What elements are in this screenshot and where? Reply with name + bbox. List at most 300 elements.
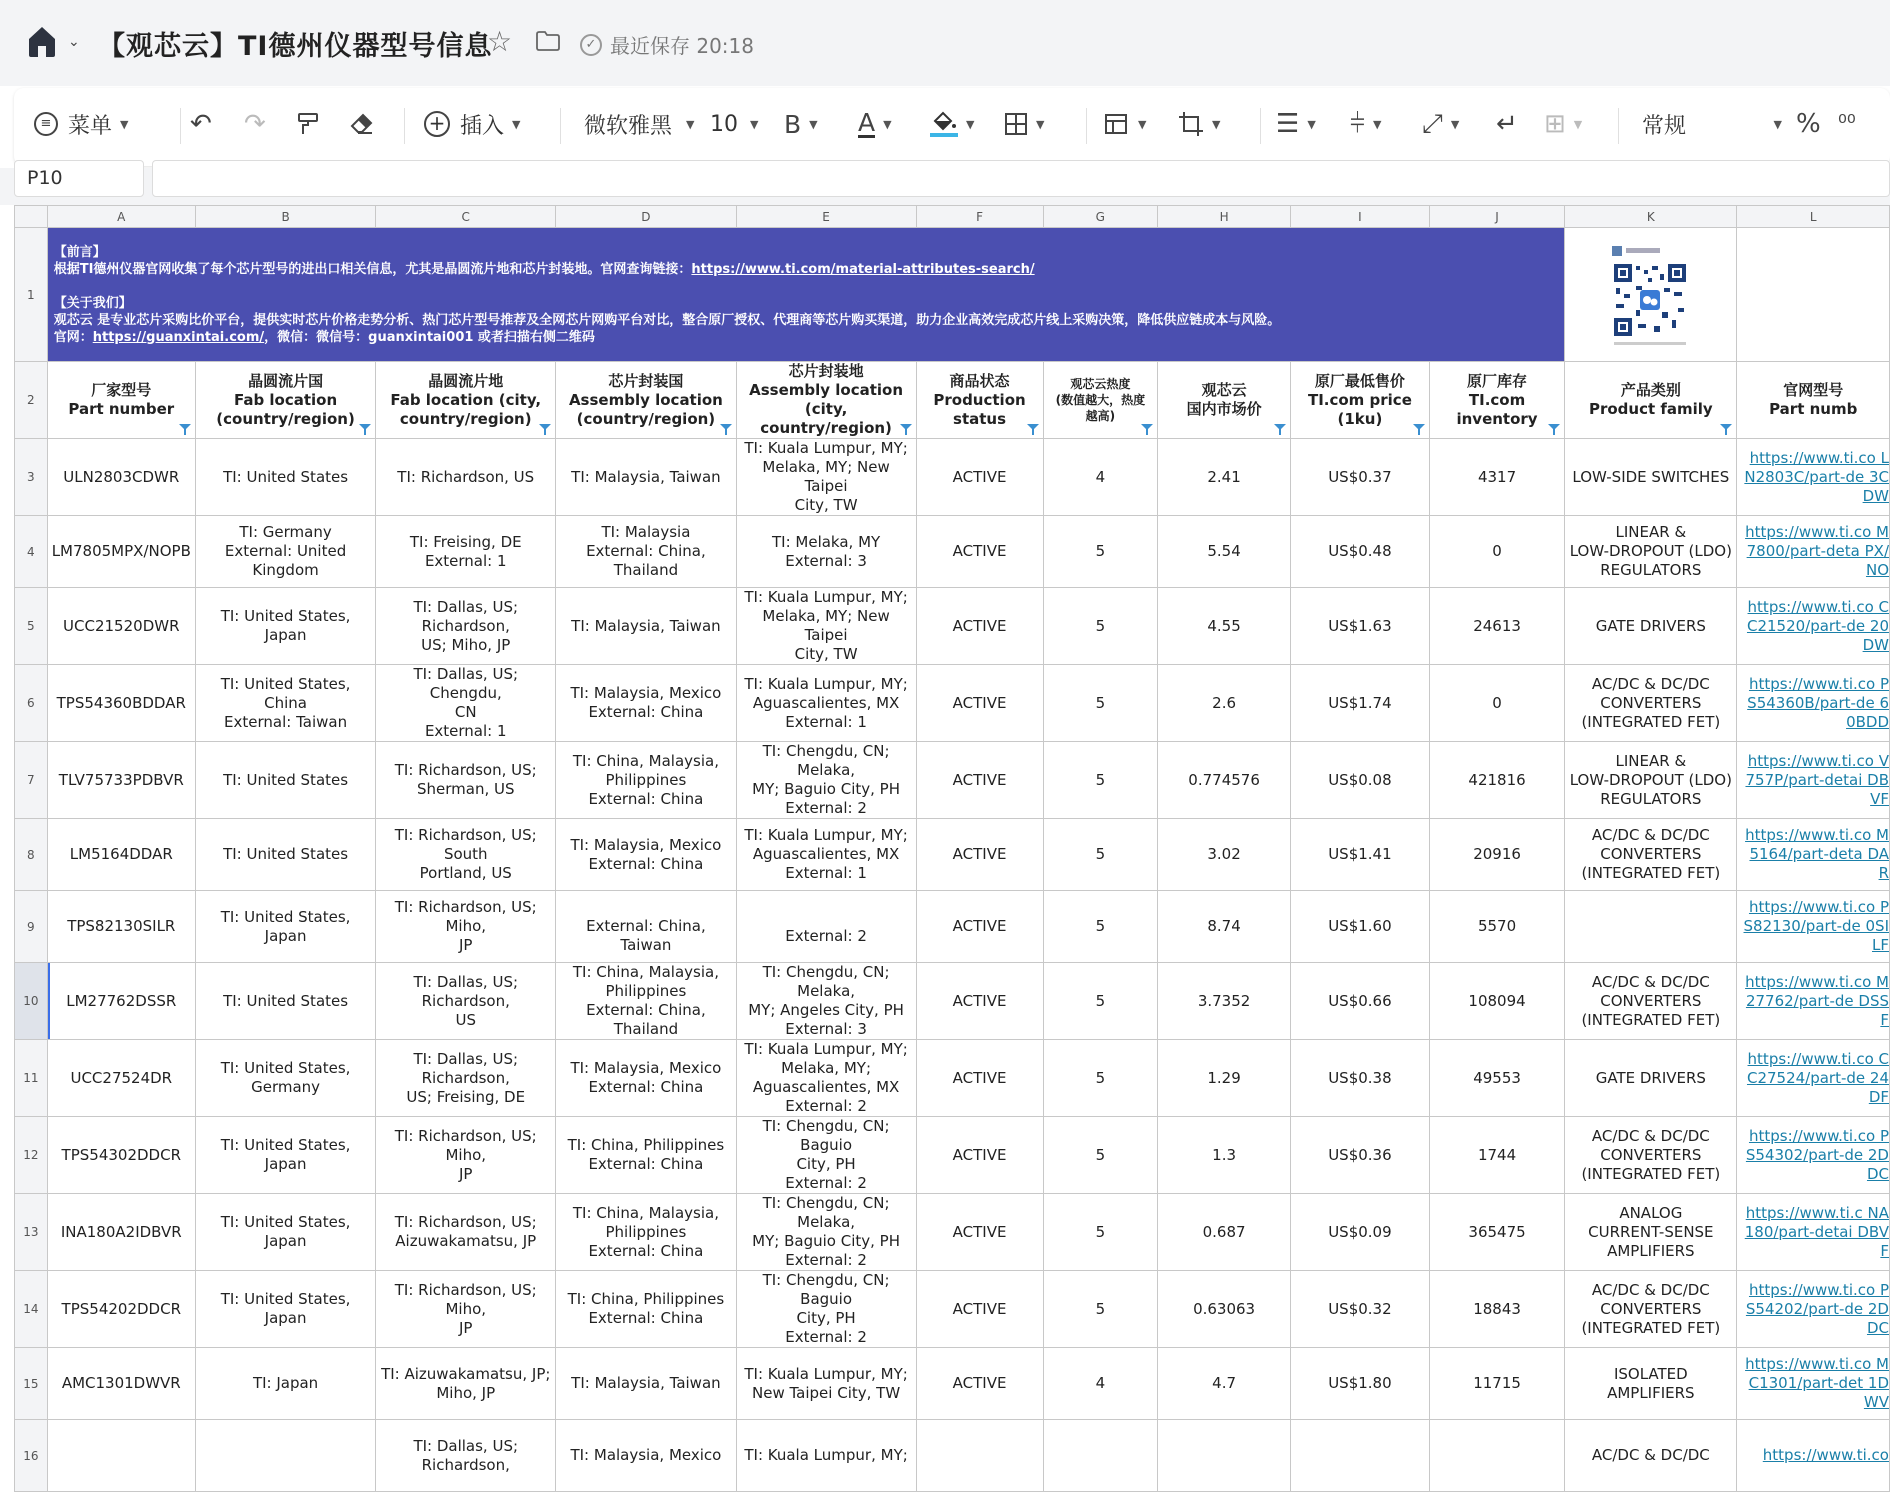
table-cell[interactable]: TI: Dallas, US; Richardson, US; Miho, JP xyxy=(376,588,556,665)
table-cell[interactable]: ACTIVE xyxy=(916,665,1043,742)
column-title-cell[interactable] xyxy=(556,362,736,439)
insert-button[interactable] xyxy=(424,104,520,144)
table-cell[interactable]: 5 xyxy=(1043,1271,1158,1348)
table-cell[interactable]: AC/DC & DC/DC CONVERTERS (INTEGRATED FET) xyxy=(1565,665,1737,742)
part-url-link[interactable]: https://www.ti.co PS54302/part-de 2DDC xyxy=(1737,1117,1890,1194)
site-label: 官网： xyxy=(53,329,93,345)
bold-icon: B xyxy=(784,109,802,139)
font-family-value: 微软雅黑 xyxy=(584,113,673,139)
table-cell[interactable]: TPS82130SILR xyxy=(47,891,195,963)
caret-down-icon: ▼ xyxy=(686,117,695,131)
table-cell[interactable]: INA180A2IDBVR xyxy=(47,1194,195,1271)
column-title-cell[interactable] xyxy=(736,362,916,439)
filter-icon[interactable] xyxy=(1413,424,1425,435)
table-cell[interactable]: TI: United States xyxy=(195,742,375,819)
table-cell[interactable]: TI: Malaysia, Mexico xyxy=(556,1420,736,1492)
table-cell[interactable]: TI: United States, Japan xyxy=(195,1271,375,1348)
table-row xyxy=(15,819,1890,891)
sheet-table xyxy=(14,205,1890,1492)
table-cell[interactable]: TI: Chengdu, CN; Melaka, MY; Angeles City, PH External: 3 xyxy=(736,963,916,1040)
menu-button[interactable] xyxy=(34,104,128,144)
table-cell[interactable]: TI: Richardson, US; Miho, JP xyxy=(376,1117,556,1194)
table-cell[interactable]: TI: Malaysia, Taiwan xyxy=(556,439,736,516)
table-cell[interactable]: 5 xyxy=(1043,1040,1158,1117)
table-cell[interactable]: AC/DC & DC/DC CONVERTERS (INTEGRATED FET) xyxy=(1565,1117,1737,1194)
table-cell[interactable]: TI: Kuala Lumpur, MY; Melaka, MY; Aguascalientes, MX External: 2 xyxy=(736,1040,916,1117)
table-cell[interactable]: 0 xyxy=(1429,665,1564,742)
select-all-corner[interactable] xyxy=(15,206,48,228)
merge-cells-button[interactable] xyxy=(1544,104,1582,144)
table-cell[interactable] xyxy=(47,1420,195,1492)
table-cell[interactable]: ACTIVE xyxy=(916,1194,1043,1271)
table-row xyxy=(15,891,1890,963)
table-cell[interactable]: US$1.41 xyxy=(1291,819,1430,891)
table-cell[interactable]: TI: Richardson, US; Sherman, US xyxy=(376,742,556,819)
column-title-cell[interactable] xyxy=(1429,362,1564,439)
part-url-link[interactable]: https://www.ti.co PS54202/part-de 2DDC xyxy=(1737,1271,1890,1348)
part-url-link[interactable]: https://www.ti.co PS82130/part-de 0SILF xyxy=(1737,891,1890,963)
spreadsheet-grid xyxy=(0,205,1890,1474)
column-header[interactable]: C xyxy=(376,206,556,228)
table-row xyxy=(15,588,1890,665)
table-cell[interactable]: AMC1301DWVR xyxy=(47,1348,195,1420)
table-cell[interactable]: 4.7 xyxy=(1158,1348,1291,1420)
filter-icon[interactable] xyxy=(900,424,912,435)
menu-label: 菜单 xyxy=(68,113,113,139)
table-cell[interactable]: TI: United States, Japan xyxy=(195,588,375,665)
home-icon[interactable] xyxy=(26,24,58,58)
row-header[interactable]: 5 xyxy=(15,588,48,665)
table-cell[interactable]: UCC27524DR xyxy=(47,1040,195,1117)
about-text: 观芯云 是专业芯片采购比价平台，提供实时芯片价格走势分析、热门芯片型号推荐及全网芯片网购平台对比，整合原厂授权、代理商等芯片购买渠道，助力企业高效完成芯片线上采购决策，降低供应链成本与风险。 xyxy=(53,312,1281,328)
qr-code-cell xyxy=(1565,228,1737,362)
row-header[interactable]: 15 xyxy=(15,1348,48,1420)
column-title: 芯片封装国 Assembly location (country/region) xyxy=(568,371,723,428)
table-cell[interactable]: 1744 xyxy=(1429,1117,1564,1194)
table-cell[interactable]: TI: United States, China External: Taiwan xyxy=(195,665,375,742)
table-cell[interactable]: ACTIVE xyxy=(916,1271,1043,1348)
table-cell[interactable]: 421816 xyxy=(1429,742,1564,819)
table-cell[interactable]: TI: Melaka, MY External: 3 xyxy=(736,516,916,588)
banner-row xyxy=(15,228,1890,362)
table-cell[interactable]: US$0.08 xyxy=(1291,742,1430,819)
table-cell[interactable]: TI: United States, Japan xyxy=(195,891,375,963)
table-cell[interactable]: TI: Richardson, US; South Portland, US xyxy=(376,819,556,891)
column-title: 厂家型号 Part number xyxy=(68,381,175,418)
clear-format-button[interactable] xyxy=(350,104,374,144)
column-header[interactable]: K xyxy=(1565,206,1737,228)
table-cell[interactable]: 3.7352 xyxy=(1158,963,1291,1040)
table-row xyxy=(15,742,1890,819)
table-cell[interactable]: LM27762DSSR xyxy=(47,963,195,1040)
table-cell[interactable] xyxy=(1158,1420,1291,1492)
empty-cell[interactable] xyxy=(1737,228,1890,362)
table-cell[interactable]: GATE DRIVERS xyxy=(1565,1040,1737,1117)
table-cell[interactable]: TI: Chengdu, CN; Baguio City, PH External: 2 xyxy=(736,1117,916,1194)
table-cell[interactable]: TI: China, Philippines External: China xyxy=(556,1117,736,1194)
number-format-value: 常规 xyxy=(1642,113,1687,139)
part-url-link[interactable]: https://www.ti.co M27762/part-de DSSF xyxy=(1737,963,1890,1040)
percent-icon: % xyxy=(1796,109,1821,139)
table-row xyxy=(15,963,1890,1040)
table-cell[interactable]: 5 xyxy=(1043,1194,1158,1271)
part-url-link[interactable]: https://www.ti.co CC21520/part-de 20DW xyxy=(1737,588,1890,665)
table-cell[interactable]: 5 xyxy=(1043,963,1158,1040)
table-cell[interactable] xyxy=(1043,1420,1158,1492)
font-family-select[interactable] xyxy=(584,104,694,144)
chevron-down-icon[interactable]: ⌄ xyxy=(68,34,80,50)
table-cell[interactable]: ACTIVE xyxy=(916,819,1043,891)
filter-icon[interactable] xyxy=(179,424,191,435)
column-header[interactable]: E xyxy=(736,206,916,228)
caret-down-icon: ▼ xyxy=(809,117,818,131)
column-title-cell[interactable] xyxy=(916,362,1043,439)
table-cell[interactable]: 5.54 xyxy=(1158,516,1291,588)
table-cell[interactable]: TI: Malaysia, Mexico External: China xyxy=(556,819,736,891)
table-row xyxy=(15,665,1890,742)
row-header[interactable]: 8 xyxy=(15,819,48,891)
part-url-link[interactable]: https://www.ti.co V757P/part-detai DBVF xyxy=(1737,742,1890,819)
table-cell[interactable]: GATE DRIVERS xyxy=(1565,588,1737,665)
website-link[interactable]: https://guanxintai.com/ xyxy=(92,329,265,345)
table-cell[interactable]: 18843 xyxy=(1429,1271,1564,1348)
part-url-link[interactable]: https://www.ti.co PS54360B/part-de 60BDD xyxy=(1737,665,1890,742)
table-cell[interactable]: LOW-SIDE SWITCHES xyxy=(1565,439,1737,516)
table-cell[interactable]: LM5164DDAR xyxy=(47,819,195,891)
folder-icon[interactable] xyxy=(536,31,560,51)
filter-icon[interactable] xyxy=(1027,424,1039,435)
table-cell[interactable] xyxy=(916,1420,1043,1492)
row-header[interactable]: 1 xyxy=(15,228,48,362)
table-cell[interactable]: 5 xyxy=(1043,665,1158,742)
column-title-cell[interactable] xyxy=(1158,362,1291,439)
filter-icon[interactable] xyxy=(1548,424,1560,435)
column-header-row xyxy=(15,206,1890,228)
table-cell[interactable]: US$0.38 xyxy=(1291,1040,1430,1117)
table-cell[interactable]: External: China, Taiwan xyxy=(556,891,736,963)
eraser-icon xyxy=(350,112,374,136)
table-cell[interactable]: TI: Dallas, US; Richardson, xyxy=(376,1420,556,1492)
table-cell[interactable]: LINEAR & LOW-DROPOUT (LDO) REGULATORS xyxy=(1565,516,1737,588)
table-cell[interactable]: TI: Aizuwakamatsu, JP; Miho, JP xyxy=(376,1348,556,1420)
table-cell[interactable]: LINEAR & LOW-DROPOUT (LDO) REGULATORS xyxy=(1565,742,1737,819)
column-title-cell[interactable] xyxy=(195,362,375,439)
ti-search-link[interactable]: https://www.ti.com/material-attributes-search/ xyxy=(691,261,1035,277)
undo-icon: ↶ xyxy=(190,109,212,139)
table-cell[interactable]: TI: Dallas, US; Richardson, US xyxy=(376,963,556,1040)
table-cell[interactable]: TPS54202DDCR xyxy=(47,1271,195,1348)
undo-button[interactable] xyxy=(190,104,212,144)
column-header[interactable]: L xyxy=(1737,206,1890,228)
table-cell[interactable]: 365475 xyxy=(1429,1194,1564,1271)
header-row xyxy=(15,362,1890,439)
table-cell[interactable]: TLV75733PDBVR xyxy=(47,742,195,819)
preface-text: 根据TI德州仪器官网收集了每个芯片型号的进出口相关信息，尤其是晶圆流片地和芯片封装地。官网查询链接： xyxy=(53,261,692,277)
banner-cell[interactable] xyxy=(47,228,1565,362)
table-cell[interactable]: 1.29 xyxy=(1158,1040,1291,1117)
table-cell[interactable]: 4.55 xyxy=(1158,588,1291,665)
part-url-link[interactable]: https://www.ti.co M7800/part-deta PX/NO xyxy=(1737,516,1890,588)
table-cell[interactable]: 4 xyxy=(1043,439,1158,516)
table-cell[interactable]: 1.3 xyxy=(1158,1117,1291,1194)
percent-button[interactable] xyxy=(1796,104,1821,144)
table-cell[interactable]: TI: United States, Germany xyxy=(195,1040,375,1117)
row-header[interactable]: 9 xyxy=(15,891,48,963)
caret-down-icon: ▼ xyxy=(1036,117,1045,131)
column-header[interactable]: H xyxy=(1158,206,1291,228)
table-cell[interactable]: TI: Malaysia, Mexico External: China xyxy=(556,665,736,742)
table-cell[interactable]: US$0.48 xyxy=(1291,516,1430,588)
table-cell[interactable]: TI: Japan xyxy=(195,1348,375,1420)
table-cell[interactable]: TI: Malaysia, Mexico External: China xyxy=(556,1040,736,1117)
table-cell[interactable]: TI: Chengdu, CN; Melaka, MY; Baguio City, PH External: 2 xyxy=(736,1194,916,1271)
table-cell[interactable]: TPS54360BDDAR xyxy=(47,665,195,742)
caret-down-icon: ▼ xyxy=(1773,117,1782,131)
table-cell[interactable]: TI: Richardson, US xyxy=(376,439,556,516)
table-cell[interactable]: US$0.32 xyxy=(1291,1271,1430,1348)
borders-button[interactable] xyxy=(1004,104,1044,144)
table-cell[interactable]: 24613 xyxy=(1429,588,1564,665)
filter-icon[interactable] xyxy=(720,424,732,435)
table-cell[interactable]: US$1.74 xyxy=(1291,665,1430,742)
table-cell[interactable]: TI: Kuala Lumpur, MY; Melaka, MY; New Taipei City, TW xyxy=(736,439,916,516)
caret-down-icon: ▼ xyxy=(1138,117,1147,131)
vertical-align-button[interactable] xyxy=(1350,104,1381,144)
table-cell[interactable]: US$0.66 xyxy=(1291,963,1430,1040)
table-cell[interactable]: 108094 xyxy=(1429,963,1564,1040)
menu-icon: ≡ xyxy=(34,112,58,136)
table-cell[interactable]: TI: China, Malaysia, Philippines External: China xyxy=(556,742,736,819)
table-cell[interactable]: TI: Dallas, US; Chengdu, CN External: 1 xyxy=(376,665,556,742)
redo-icon: ↷ xyxy=(244,109,266,139)
table-cell[interactable]: TI: Malaysia, Taiwan xyxy=(556,588,736,665)
document-title[interactable]: 【观芯云】TI德州仪器型号信息 xyxy=(98,31,493,62)
column-title-cell[interactable] xyxy=(47,362,195,439)
redo-button[interactable] xyxy=(244,104,266,144)
table-cell[interactable]: TI: Kuala Lumpur, MY; xyxy=(736,1420,916,1492)
column-header[interactable]: A xyxy=(47,206,195,228)
column-title: 观芯云热度 (数值越大，热度 越高) xyxy=(1055,377,1146,423)
table-cell[interactable]: TI: Dallas, US; Richardson, US; Freising, DE xyxy=(376,1040,556,1117)
star-icon[interactable]: ☆ xyxy=(487,25,513,58)
table-cell[interactable]: ACTIVE xyxy=(916,439,1043,516)
freeze-button[interactable] xyxy=(1178,104,1220,144)
table-cell[interactable]: ACTIVE xyxy=(916,516,1043,588)
column-header[interactable]: D xyxy=(556,206,736,228)
fill-color-button[interactable] xyxy=(930,104,974,144)
table-cell[interactable] xyxy=(1565,891,1737,963)
table-style-icon xyxy=(1104,112,1130,136)
table-cell[interactable]: TI: Kuala Lumpur, MY; Melaka, MY; New Taipei City, TW xyxy=(736,588,916,665)
table-cell[interactable]: 8.74 xyxy=(1158,891,1291,963)
table-cell[interactable]: 20916 xyxy=(1429,819,1564,891)
table-cell[interactable]: TI: United States xyxy=(195,963,375,1040)
table-cell[interactable]: AC/DC & DC/DC CONVERTERS (INTEGRATED FET) xyxy=(1565,963,1737,1040)
part-url-link[interactable]: https://www.ti.co xyxy=(1737,1420,1890,1492)
table-cell[interactable]: 0.774576 xyxy=(1158,742,1291,819)
table-style-button[interactable] xyxy=(1104,104,1146,144)
column-title-cell[interactable] xyxy=(1291,362,1430,439)
font-color-button[interactable] xyxy=(858,104,892,144)
number-format-select[interactable] xyxy=(1642,104,1782,144)
table-cell[interactable]: US$1.80 xyxy=(1291,1348,1430,1420)
table-cell[interactable]: 2.41 xyxy=(1158,439,1291,516)
row-header[interactable]: 2 xyxy=(15,362,48,439)
table-cell[interactable]: TI: China, Malaysia, Philippines External: China, Thailand xyxy=(556,963,736,1040)
table-cell[interactable]: LM7805MPX/NOPB xyxy=(47,516,195,588)
table-cell[interactable]: 5 xyxy=(1043,742,1158,819)
font-color-icon: A xyxy=(858,107,876,137)
table-cell[interactable]: TI: United States xyxy=(195,439,375,516)
row-header[interactable]: 6 xyxy=(15,665,48,742)
filter-icon[interactable] xyxy=(359,424,371,435)
formula-input[interactable] xyxy=(152,160,1890,197)
table-cell[interactable]: 0 xyxy=(1429,516,1564,588)
table-cell[interactable]: US$1.60 xyxy=(1291,891,1430,963)
row-header[interactable]: 13 xyxy=(15,1194,48,1271)
column-title-cell[interactable] xyxy=(1565,362,1737,439)
table-cell[interactable]: 0.63063 xyxy=(1158,1271,1291,1348)
row-header[interactable]: 11 xyxy=(15,1040,48,1117)
filter-icon[interactable] xyxy=(539,424,551,435)
name-box[interactable]: P10 xyxy=(14,160,144,197)
table-cell[interactable]: 2.6 xyxy=(1158,665,1291,742)
table-cell[interactable]: TI: Germany External: United Kingdom xyxy=(195,516,375,588)
table-cell[interactable]: ACTIVE xyxy=(916,891,1043,963)
caret-down-icon: ▼ xyxy=(750,117,759,131)
table-cell[interactable]: ACTIVE xyxy=(916,1040,1043,1117)
table-cell[interactable]: AC/DC & DC/DC xyxy=(1565,1420,1737,1492)
column-header[interactable]: I xyxy=(1291,206,1430,228)
column-title-cell[interactable] xyxy=(1737,362,1890,439)
row-header[interactable]: 7 xyxy=(15,742,48,819)
table-cell[interactable]: TI: Kuala Lumpur, MY; Aguascalientes, MX External: 1 xyxy=(736,665,916,742)
row-header[interactable]: 12 xyxy=(15,1117,48,1194)
table-cell[interactable]: 3.02 xyxy=(1158,819,1291,891)
table-cell[interactable]: 11715 xyxy=(1429,1348,1564,1420)
row-header[interactable]: 14 xyxy=(15,1271,48,1348)
column-title: 原厂库存 TI.com inventory xyxy=(1456,371,1538,428)
table-cell[interactable]: TI: Chengdu, CN; Baguio City, PH External: 2 xyxy=(736,1271,916,1348)
table-cell[interactable] xyxy=(1429,1420,1564,1492)
caret-down-icon: ▼ xyxy=(1307,117,1316,131)
table-cell[interactable]: UCC21520DWR xyxy=(47,588,195,665)
table-cell[interactable]: TI: China, Malaysia, Philippines External: China xyxy=(556,1194,736,1271)
table-cell[interactable]: ACTIVE xyxy=(916,1348,1043,1420)
table-cell[interactable]: US$0.36 xyxy=(1291,1117,1430,1194)
bold-button[interactable] xyxy=(784,104,818,144)
table-cell[interactable]: TI: Malaysia, Taiwan xyxy=(556,1348,736,1420)
table-cell[interactable]: TI: Freising, DE External: 1 xyxy=(376,516,556,588)
table-cell[interactable]: ACTIVE xyxy=(916,963,1043,1040)
table-cell[interactable]: TI: Chengdu, CN; Melaka, MY; Baguio City, PH External: 2 xyxy=(736,742,916,819)
table-cell[interactable]: ACTIVE xyxy=(916,588,1043,665)
table-cell[interactable]: TI: China, Philippines External: China xyxy=(556,1271,736,1348)
table-cell[interactable]: 5 xyxy=(1043,819,1158,891)
table-cell[interactable]: 5 xyxy=(1043,1117,1158,1194)
filter-icon[interactable] xyxy=(1141,424,1153,435)
text-rotation-button[interactable] xyxy=(1422,104,1459,144)
font-size-select[interactable] xyxy=(710,104,758,144)
table-row xyxy=(15,1194,1890,1271)
format-painter-button[interactable] xyxy=(296,104,320,144)
row-header[interactable]: 3 xyxy=(15,439,48,516)
filter-icon[interactable] xyxy=(1274,424,1286,435)
table-cell[interactable]: 4 xyxy=(1043,1348,1158,1420)
part-url-link[interactable]: https://www.ti.co CC27524/part-de 24DF xyxy=(1737,1040,1890,1117)
column-header[interactable]: J xyxy=(1429,206,1564,228)
part-url-link[interactable]: https://www.ti.co LN2803C/part-de 3CDW xyxy=(1737,439,1890,516)
table-cell[interactable]: TI: Kuala Lumpur, MY; New Taipei City, TW xyxy=(736,1348,916,1420)
table-cell[interactable]: 4317 xyxy=(1429,439,1564,516)
part-url-link[interactable]: https://www.ti.co MC1301/part-det 1DWV xyxy=(1737,1348,1890,1420)
table-cell[interactable]: TI: United States, Japan xyxy=(195,1194,375,1271)
column-title: 芯片封装地 Assembly location (city, country/region) xyxy=(749,362,904,437)
save-status xyxy=(580,30,754,59)
column-title-cell[interactable] xyxy=(376,362,556,439)
about-title: 【关于我们】 xyxy=(53,295,132,311)
table-row xyxy=(15,439,1890,516)
table-cell[interactable]: US$1.63 xyxy=(1291,588,1430,665)
table-cell[interactable]: TI: United States, Japan xyxy=(195,1117,375,1194)
column-title-cell[interactable] xyxy=(1043,362,1158,439)
row-header[interactable]: 10 xyxy=(15,963,48,1040)
table-cell[interactable]: TI: United States xyxy=(195,819,375,891)
table-cell[interactable]: ACTIVE xyxy=(916,1117,1043,1194)
part-url-link[interactable]: https://www.ti.co M5164/part-deta DAR xyxy=(1737,819,1890,891)
table-cell[interactable]: TPS54302DDCR xyxy=(47,1117,195,1194)
table-cell[interactable]: TI: Kuala Lumpur, MY; Aguascalientes, MX External: 1 xyxy=(736,819,916,891)
table-cell[interactable]: External: 2 xyxy=(736,891,916,963)
horizontal-align-button[interactable] xyxy=(1276,104,1316,144)
table-cell[interactable]: TI: Richardson, US; Miho, JP xyxy=(376,891,556,963)
insert-label: 插入 xyxy=(460,113,505,139)
table-cell[interactable]: ANALOG CURRENT-SENSE AMPLIFIERS xyxy=(1565,1194,1737,1271)
column-header[interactable]: G xyxy=(1043,206,1158,228)
table-cell[interactable]: AC/DC & DC/DC CONVERTERS (INTEGRATED FET) xyxy=(1565,819,1737,891)
table-cell[interactable]: AC/DC & DC/DC CONVERTERS (INTEGRATED FET) xyxy=(1565,1271,1737,1348)
table-cell[interactable]: 0.687 xyxy=(1158,1194,1291,1271)
wrap-text-button[interactable] xyxy=(1496,104,1518,144)
table-cell[interactable]: 5 xyxy=(1043,516,1158,588)
table-cell[interactable]: TI: Malaysia External: China, Thailand xyxy=(556,516,736,588)
table-cell[interactable]: 5 xyxy=(1043,588,1158,665)
table-cell[interactable]: TI: Richardson, US; Aizuwakamatsu, JP xyxy=(376,1194,556,1271)
table-cell[interactable]: 5 xyxy=(1043,891,1158,963)
part-url-link[interactable]: https://www.ti.c NA180/part-detai DBVF xyxy=(1737,1194,1890,1271)
column-title: 观芯云 国内市场价 xyxy=(1186,381,1262,418)
save-status-text: 最近保存 20:18 xyxy=(610,34,754,58)
table-cell[interactable]: US$0.09 xyxy=(1291,1194,1430,1271)
table-cell[interactable] xyxy=(195,1420,375,1492)
table-cell[interactable]: ISOLATED AMPLIFIERS xyxy=(1565,1348,1737,1420)
column-header[interactable]: F xyxy=(916,206,1043,228)
table-cell[interactable]: ACTIVE xyxy=(916,742,1043,819)
table-cell[interactable]: 5570 xyxy=(1429,891,1564,963)
row-header[interactable]: 16 xyxy=(15,1420,48,1492)
table-row xyxy=(15,516,1890,588)
thousands-button[interactable] xyxy=(1838,104,1856,144)
table-cell[interactable]: US$0.37 xyxy=(1291,439,1430,516)
row-header[interactable]: 4 xyxy=(15,516,48,588)
table-cell[interactable]: 49553 xyxy=(1429,1040,1564,1117)
table-cell[interactable]: ULN2803CDWR xyxy=(47,439,195,516)
table-cell[interactable] xyxy=(1291,1420,1430,1492)
table-cell[interactable]: TI: Richardson, US; Miho, JP xyxy=(376,1271,556,1348)
filter-icon[interactable] xyxy=(1720,424,1732,435)
caret-down-icon: ▼ xyxy=(1450,117,1460,131)
column-header[interactable]: B xyxy=(195,206,375,228)
